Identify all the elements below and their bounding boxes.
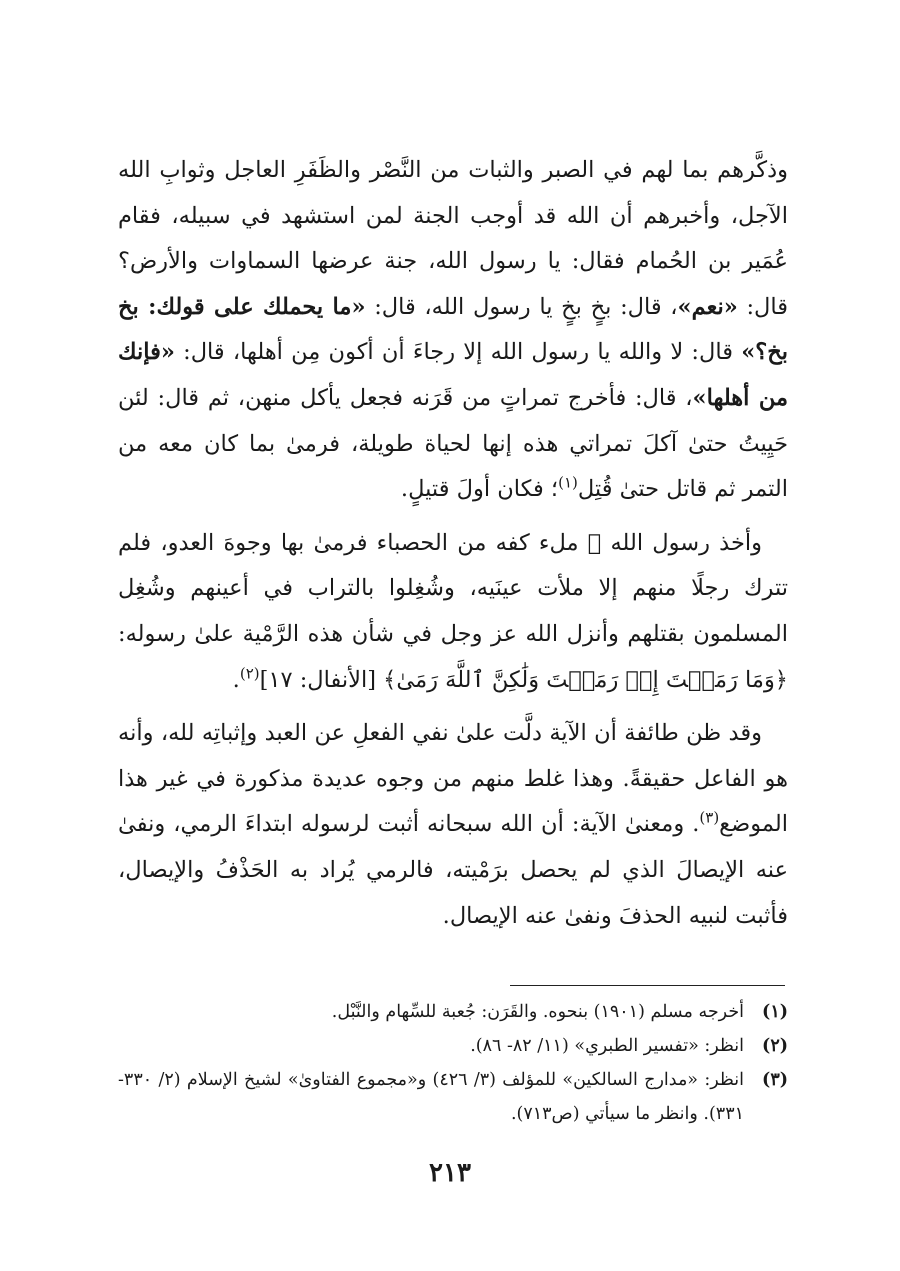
footnote-number: (٢): [762, 1036, 788, 1056]
paragraph-3: [118, 711, 788, 939]
text-span: وقد ظن طائفة أن الآية دلَّت علىٰ نفي الفعلِ عن العبد وإثباتِه لله، وأنه هو الفاعل حقيقةً. وهذا غلط منهم من وجوه عديدة مذكورة في غير هذا الموضع: [118, 720, 788, 838]
footnote-marker-2: (٢): [239, 664, 260, 683]
paragraph-1: [118, 148, 788, 513]
hadith-quote: «ما يحملك على قولك: بخ بخ؟»: [118, 293, 788, 366]
footnote-2: [118, 1029, 788, 1063]
footnote-3: [118, 1063, 788, 1131]
footnote-1: [118, 995, 788, 1029]
footnote-marker-1: (١): [558, 473, 578, 492]
footnote-text: انظر: «تفسير الطبري» (١١/ ٨٢- ٨٦).: [470, 1036, 744, 1056]
hadith-quote: «فإنك من أهلها»: [118, 339, 788, 411]
footnotes: [118, 995, 788, 1131]
quran-verse: ﴿وَمَا رَمَيۡتَ إِذۡ رَمَيۡتَ وَلَٰكِنَّ ٱللَّهَ رَمَىٰ﴾: [383, 666, 788, 693]
text-span: .: [232, 666, 240, 693]
text-span: ؛ فكان أولَ قتيلٍ.: [400, 476, 559, 503]
footnote-separator: [510, 985, 785, 986]
main-text: [118, 148, 788, 939]
text-span: وذكَّرهم بما لهم في الصبر والثبات من النَّصْر والظَفَرِ العاجل وثوابِ الله الآجل، وأخبرهم أن الله قد أوجب الجنة لمن استشهد في سبيله، فقام عُمَير بن الحُمام فقال: يا رسول الله، جنة عرضها السماوات والأرض؟ قال:: [118, 157, 788, 320]
paragraph-2: [118, 521, 788, 703]
text-span: وأخذ رسول الله ﷺ ملء كفه من الحصباء فرمىٰ بها وجوهَ العدو، فلم تترك رجلًا منهم إلا ملأت عينَيه، وشُغِلوا بالتراب في أعينهم وشُغِل المسلمون بقتلهم وأنزل الله عز وجل في شأن هذه الرَّمْية علىٰ رسوله:: [118, 529, 788, 647]
footnote-number: (١): [762, 1002, 788, 1022]
footnote-text: انظر: «مدارج السالكين» للمؤلف (٣/ ٤٢٦) و«مجموع الفتاوىٰ» لشيخ الإسلام (٢/ ٣٣٠- ٣٣١). وانظر ما سيأتي (ص٧١٣).: [118, 1070, 744, 1124]
text-span: ، قال: فأخرج تمراتٍ من قَرَنه فجعل يأكل منهن، ثم قال: لئن حَيِيتُ حتىٰ آكلَ تمراتي هذه إنها لحياة طويلة، فرمىٰ بما كان معه من التمر ثم قاتل حتىٰ قُتِل: [118, 384, 788, 503]
verse-reference: [الأنفال: ١٧]: [259, 666, 384, 693]
footnote-marker-3: (٣): [699, 808, 720, 827]
page-number: ٢١٣: [429, 1158, 471, 1188]
footnote-text: أخرجه مسلم (١٩٠١) بنحوه. والقَرَن: جُعبة للسِّهام والنَّبْل.: [331, 1002, 744, 1022]
text-span: قال: لا والله يا رسول الله إلا رجاءَ أن أكون مِن أهلها، قال:: [174, 339, 742, 366]
hadith-quote: «نعم»: [677, 293, 738, 320]
text-span: . ومعنىٰ الآية: أن الله سبحانه أثبت لرسوله ابتداءَ الرمي، ونفىٰ عنه الإيصالَ الذي لم يحصل برَمْيته، فالرمي يُراد به الحَذْفُ والإيصال، فأثبت لنبيه الحذفَ ونفىٰ عنه الإيصال.: [118, 811, 788, 929]
footnote-number: (٣): [762, 1070, 788, 1090]
text-span: ، قال: بخٍ بخٍ يا رسول الله، قال:: [365, 293, 678, 320]
